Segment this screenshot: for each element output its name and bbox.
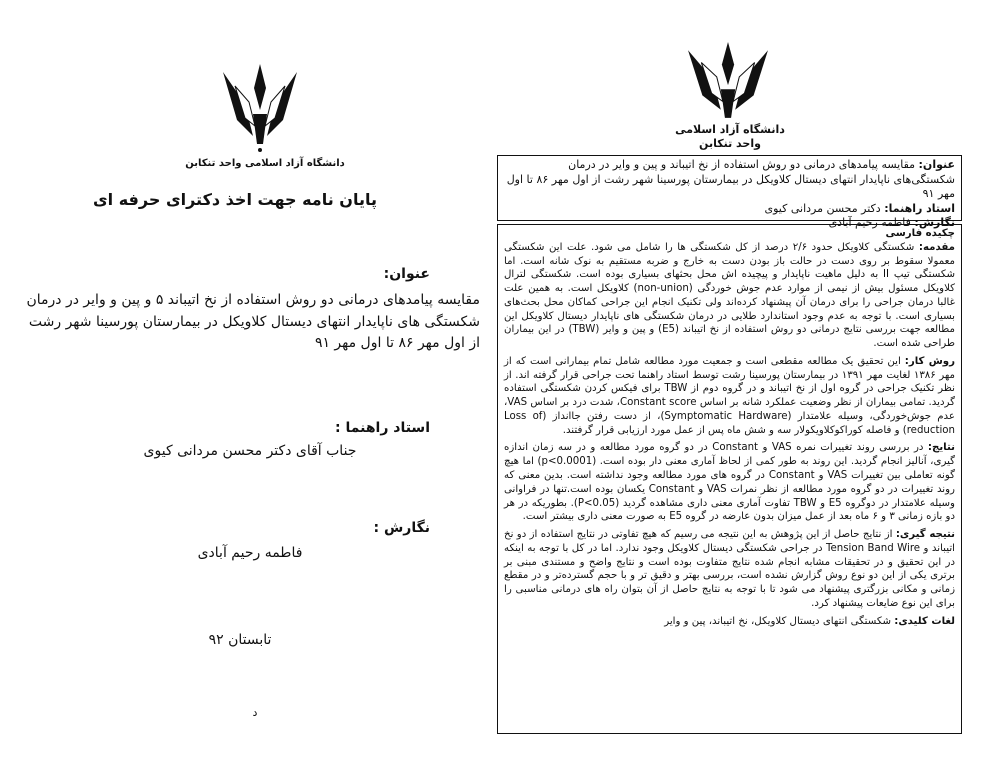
- abstract-box: [497, 224, 962, 734]
- header-title-label: عنوان:: [918, 158, 955, 171]
- conclusion-label: نتیجه گیری:: [895, 529, 955, 541]
- keywords-text: شکستگی انتهای دیستال کلاویکل، نخ اتیباند، پین و وایر: [664, 615, 892, 627]
- page-mark: د: [252, 706, 258, 719]
- thesis-header-box: [497, 155, 962, 230]
- advisor-label: استاد راهنما :: [335, 420, 430, 436]
- method-text: این تحقیق یک مطالعه مقطعی است و جمعیت مورد مطالعه شامل تمام بیمارانی است که از مهر ۱۳۸۶ لغایت مهر ۱۳۹۱ در بیمارستان پورسینا رشت توسط استاد راهنما تحت جراحی قرار گرفته اند. از نظر تکنیک جراحی در گروه اول از نخ اتیباند و در گروه دوم از TBW برای فیکس کردن شکستگی استفاده گردید. تمامی بیماران از نظر وضعیت عملکرد شانه بر اساس Constant score، شدت درد بر اساس VAS، عدم جوش‌خوردگی، وسیله علامتدار (Symptomatic Hardware)، از دست رفتن جاانداز (Loss of reduction) و فاصله کوراکوکلاویکولار سه و شش ماه پس از عمل مورد ارزیابی قرار گرفتند.: [504, 355, 955, 436]
- advisor-name: جناب آقای دکتر محسن مردانی کیوی: [143, 443, 357, 459]
- intro-paragraph: [504, 241, 955, 351]
- results-label: نتایج:: [927, 442, 955, 454]
- intro-label: مقدمه:: [918, 241, 955, 253]
- university-name-line1: دانشگاه آزاد اسلامی: [675, 123, 785, 136]
- header-author-label: نگارش:: [914, 216, 955, 230]
- method-label: روش کار:: [904, 355, 955, 367]
- results-text: در بررسی روند تغییرات نمره VAS و Constant در دو گروه مورد مطالعه و در سه زمان اندازه گیری، آنالیز انجام گردید. این روند به طور کمی از لحاظ آماری معنی دار بوده است. (p<0.0001) اما هیچ گونه تعاملی بین تغییرات VAS و Constant در گروه های مورد مطالعه وجود نداشته است. بدین معنی که روند تغییرات در دو گروه مورد مطالعه از نظر نمرات VAS و Constant یکسان بوده است.تنها در فراوانی وسیله علامتدار در دوگروه E5 و TBW تفاوت آماری معنی داری مشاهده گردید (P<0.05). بطوریکه در هر دو بازه زمانی ۳ و ۶ ماه بعد از عمل میزان بدون عارضه در گروه E5 به صورت معنی داری بیشتر است.: [504, 442, 955, 523]
- author-label: نگارش :: [373, 520, 430, 536]
- header-title-text: مقایسه پیامدهای درمانی دو روش استفاده از نخ اتیباند و پین و وایر در درمان شکستگی‌های ناپایدار انتهای دیستال کلاویکل در بیمارستان پورسینا شهر رشت از اول مهر ۸۶ تا اول مهر ۹۱: [506, 158, 955, 201]
- author-name: فاطمه رحیم آبادی: [197, 545, 303, 561]
- title-text: مقایسه پیامدهای درمانی دو روش استفاده از نخ اتیباند ۵ و پین و وایر در درمان شکستگی های ناپایدار انتهای دیستال کلاویکل در بیمارستان پورسینا شهر رشت از اول مهر ۸۶ تا اول مهر ۹۱: [26, 292, 480, 352]
- university-name: دانشگاه آزاد اسلامی واحد تنکابن: [185, 158, 345, 169]
- method-paragraph: [504, 355, 955, 438]
- abstract-heading: چکیده فارسی: [885, 228, 955, 239]
- conclusion-paragraph: [504, 528, 955, 611]
- intro-text: شکستگی کلاویکل حدود ۲/۶ درصد از کل شکستگی ها را شامل می شود. علت این شکستگی معمولا سقوط بر روی دست در حالت باز بودن دست به خارج و ضربه مستقیم به نوک شانه است. اما شکستگی تیپ II به دلیل ماهیت ناپایدار و پیچیده اش محل بحثهای بسیاری بوده است. شکستگی لترال کلاویکل مسئول بیش از نیمی از موارد عدم جوش خوردگی (non-union) کلاویکل است. به همین علت غالبا درمان جراحی را برای درمان آن پیشنهاد کرده‌اند ولی تکنیک انجام این جراحی کماکان محل بحث‌های بسیاری است. با توجه به عدم وجود استاندارد طلایی در درمان شکستگی های ناپایدار دیستال کلاویکل این مطالعه جهت بررسی نتایج درمانی دو روش استفاده از نخ اتیباند (E5) و پین و وایر (TBW) در این بیماران طراحی شده است.: [504, 241, 956, 350]
- results-paragraph: [504, 441, 955, 524]
- left-page: [0, 0, 495, 772]
- thesis-title: پایان نامه جهت اخذ دکترای حرفه ای: [93, 190, 377, 209]
- university-name: [625, 123, 835, 151]
- conclusion-text: از نتایج حاصل از این پژوهش به این نتیجه می رسیم که هیچ تفاوتی در نتایج استفاده از دو نخ اتیباند و Tension Band Wire در جراحی شکستگی دیستال کلاویکل وجود ندارد. اما در کل با توجه به اینکه در این تحقیق و در تحقیقات مشابه انجام شده نتایج متفاوت بوده است و نتایج واضح و مستندی مبنی بر برتری یکی از این دو نوع روش گزارش نشده است، بررسی بهتر و دقیق تر و با حجم گسترده‌تر و در مقطع زمانی و مکانی بزرگتری پیشنهاد می شود تا با توجه به نتایج حاصل از آن بتوان راه های درمانی مناسبی را برای این نوع ضایعات پیشنهاد کرد.: [504, 529, 955, 609]
- header-author-name: فاطمه رحیم آبادی: [828, 216, 911, 230]
- keywords-label: لغات کلیدی:: [894, 615, 955, 627]
- title-label: عنوان:: [383, 266, 430, 282]
- keywords-paragraph: [504, 615, 955, 629]
- header-advisor-name: دکتر محسن مردانی کیوی: [764, 201, 881, 215]
- header-advisor-label: استاد راهنما:: [884, 201, 955, 215]
- university-logo: [678, 40, 778, 122]
- university-logo: [215, 58, 305, 153]
- university-name-line2: واحد تنکابن: [699, 136, 761, 150]
- right-page: [495, 0, 1000, 772]
- date-text: تابستان ۹۲: [208, 632, 272, 648]
